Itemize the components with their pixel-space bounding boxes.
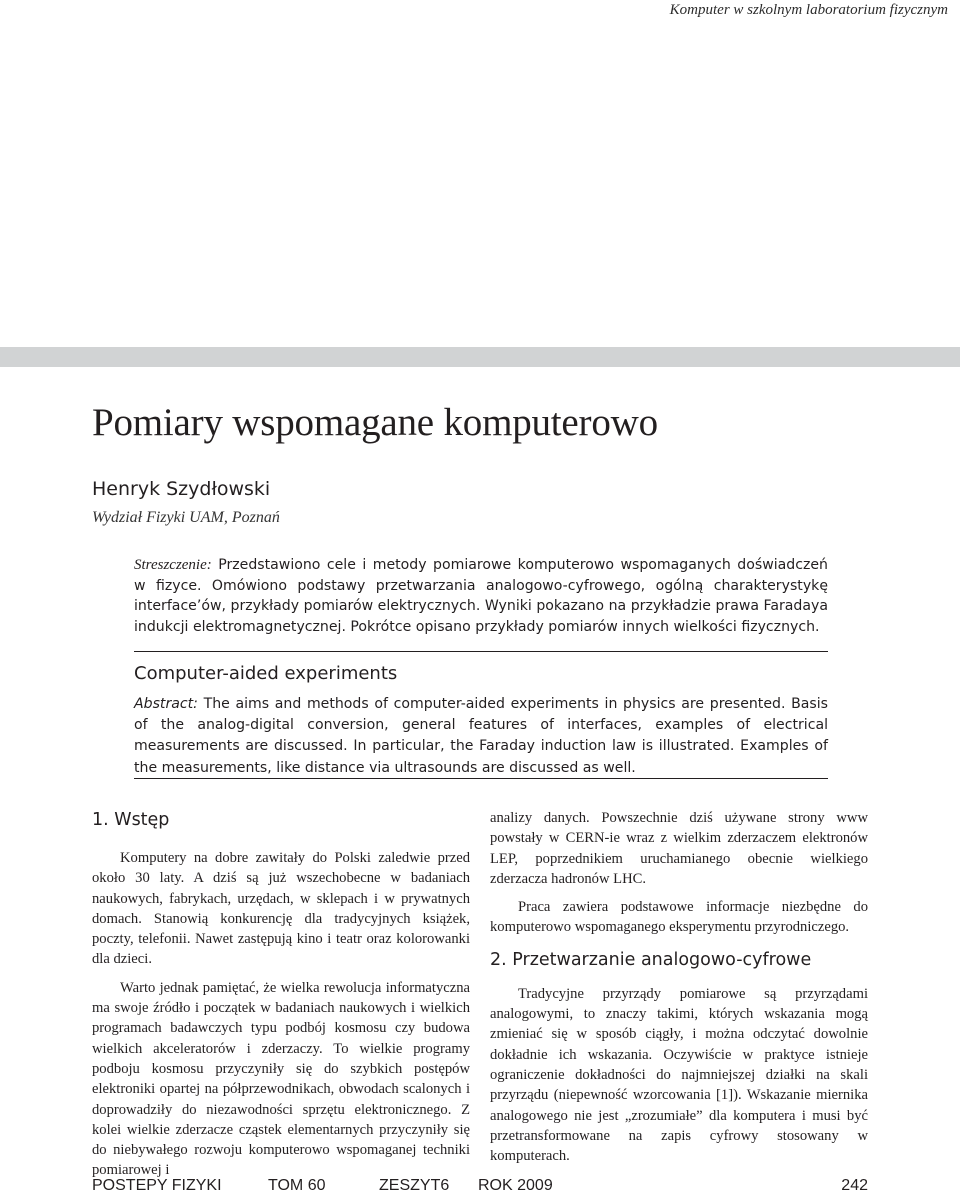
abstract-pl-text: Przedstawiono cele i metody pomiarowe komputerowo wspomaganych doświadczeń w fizyce. Omówiono podstawy przetwarzania analogowo-cyfrowego, ogólną charakterystykę interface’ów, przykłady pomiarów elektrycznych. Wyniki pokazano na przykładzie prawa Faradaya indukcji elektromagnetycznej. Pokrótce opisano przykłady pomiarów innych wielkości fizycznych. [134,557,828,635]
left-column [92,808,470,1181]
section-1-paragraph-2: Warto jednak pamiętać, że wielka rewolucja informatyczna ma swoje źródło i początek w badaniach naukowych i wielkich programach badawczych typu podbój kosmosu czy budowa wielkich akceleratorów i zderzaczy. To wielkie programy podboju kosmosu przyczyniły się do szybkich postępów elektroniki opartej na półprzewodnikach, obwodach scalonych i doprowadziły do niezawodności sprzętu elektronicznego. Z kolei wielkie zderzacze cząstek elementarnych przyczyniły się do niebywałego rozwoju komputerowo wspomaganej techniki pomiarowej i [92,979,470,1179]
footer-page-number: 242 [841,1177,868,1194]
abstract-en [134,694,828,779]
abstract-en-title: Computer-aided experiments [134,663,398,684]
section-2-paragraph-1: Tradycyjne przyrządy pomiarowe są przyrządami analogowymi, to znaczy takimi, których wskazania mogą zmieniać się w sposób ciągły, i można odczytać dowolnie dokładnie ich wskazania. Oczywiście w praktyce istnieje ograniczenie dokładności do najmniejszej działki na skali przyrządu (niepewność wzorcowania [1]). Wskazanie miernika analogowego nie jest „zrozumiałe” dla komputera i musi być przetransformowane na zapis cyfrowy stosowany w komputerach. [490,985,868,1165]
abstract-rule-top [134,651,828,652]
right-paragraph-2: Praca zawiera podstawowe informacje niezbędne do komputerowo wspomaganego eksperymentu przyrodniczego. [490,899,868,936]
abstract-pl [134,555,828,637]
running-head: Komputer w szkolnym laboratorium fizycznym [669,2,948,18]
section-2-heading: 2. Przetwarzanie analogowo-cyfrowe [490,949,812,970]
footer-issue: ZESZYT6 [379,1177,450,1194]
abstract-pl-label: Streszczenie: [134,557,212,573]
paragraph-continued: analizy danych. Powszechnie dziś używane strony www powstały w CERN-ie wraz z wielkim zderzaczem elektronów LEP, poprzednikiem uruchamianego obecnie wielkiego zderzacza hadronów LHC. [490,810,868,887]
footer-journal: POSTEPY FIZYKI [92,1177,222,1194]
section-1-heading: 1. Wstęp [92,810,170,830]
footer-year: ROK 2009 [478,1177,553,1194]
abstract-en-text: The aims and methods of computer-aided experiments in physics are presented. Basis of the analog-digital conversion, general features of interfaces, examples of electrical measurements are discussed. In particular, the Faraday induction law is illustrated. Examples of the measurements, like distance via ultrasounds are discussed as well. [134,696,828,776]
footer-volume: TOM 60 [268,1177,326,1194]
abstract-en-label: Abstract: [134,696,198,712]
abstract-rule-bottom [134,778,828,779]
author-name: Henryk Szydłowski [92,478,271,500]
author-affiliation: Wydział Fizyki UAM, Poznań [92,509,280,526]
section-1-paragraph-1: Komputery na dobre zawitały do Polski zaledwie przed około 30 laty. A dziś są już wszechobecne w badaniach naukowych, fabrykach, urzędach, w sklepach i w prywatnych domach. Stanowią konkurencję dla tradycyjnych książek, poczty, telefonii. Nawet zastępują kino i teatr oraz kolorowanki dla dzieci. [92,850,470,968]
title-band [0,347,960,367]
article-title: Pomiary wspomagane komputerowo [92,401,658,444]
page-footer [92,1176,868,1196]
right-column [490,808,868,1166]
